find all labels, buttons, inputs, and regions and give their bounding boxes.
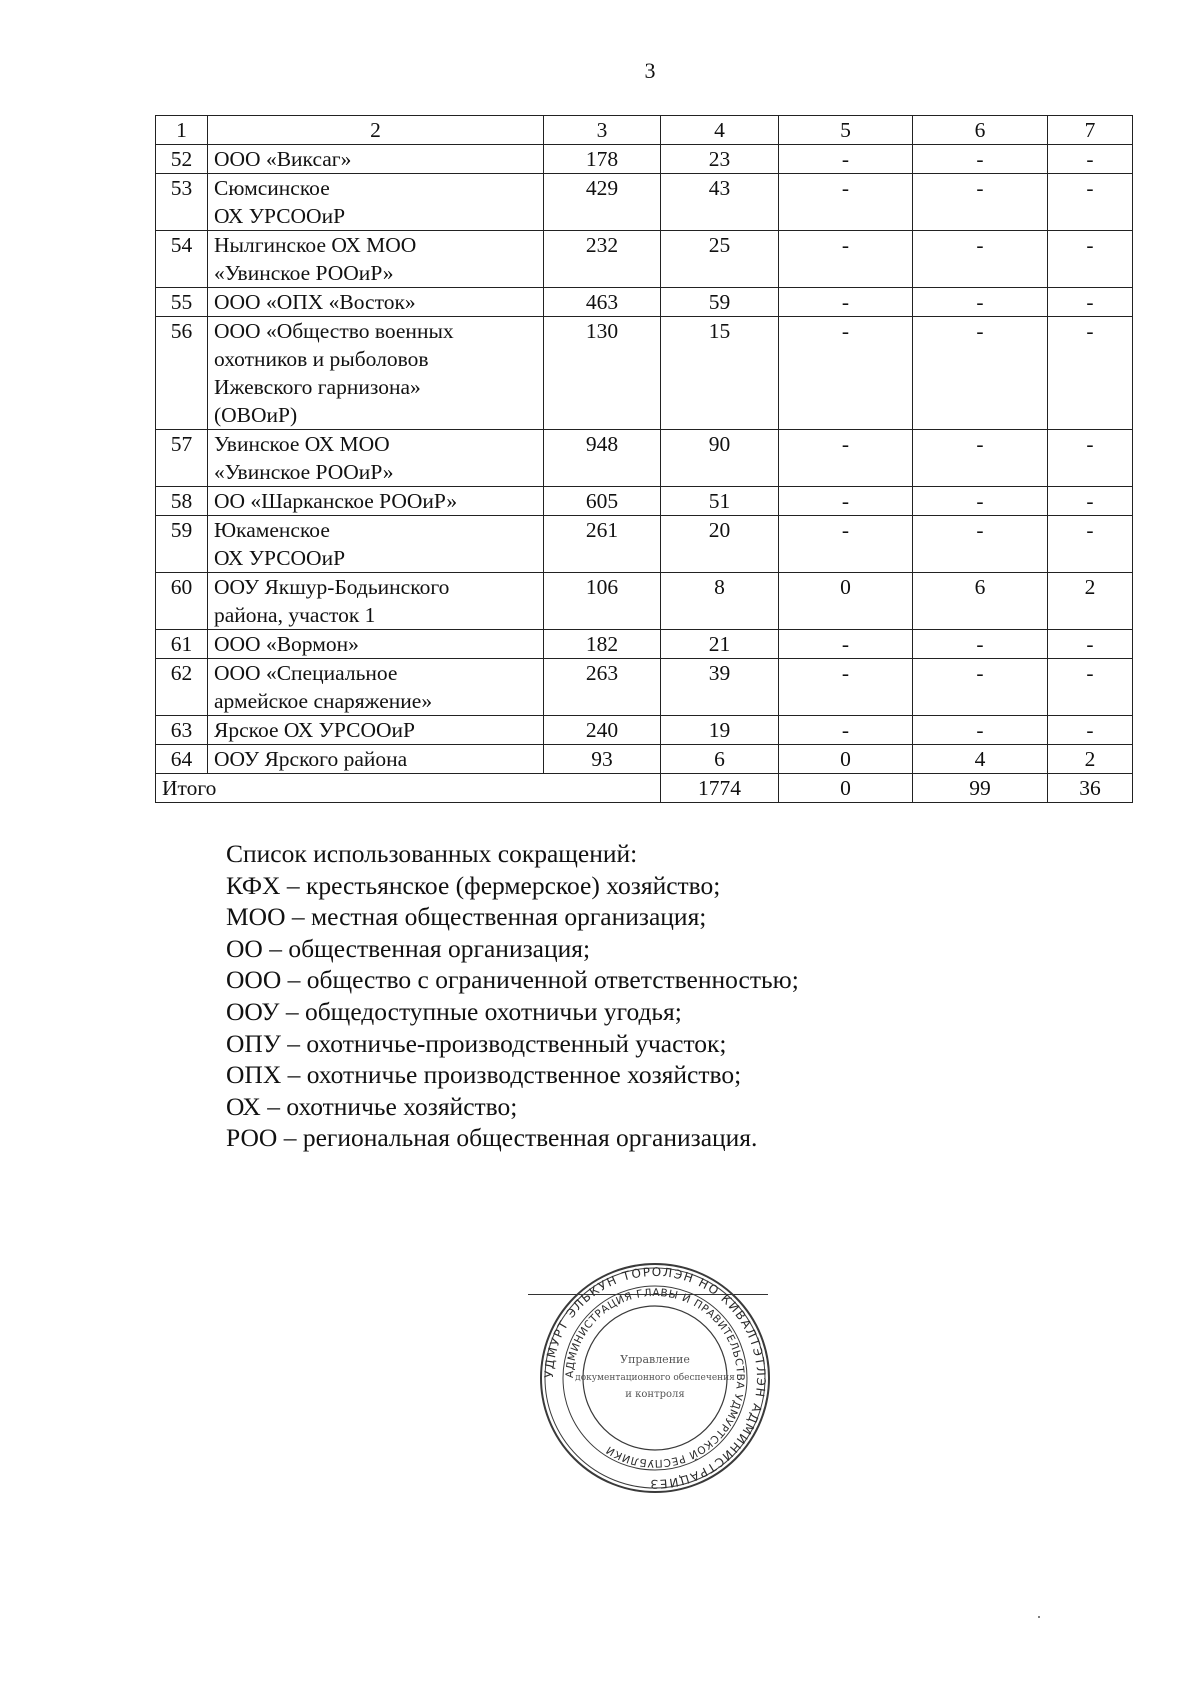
organization-name-line: ООО «Общество военных — [214, 319, 454, 343]
table-row — [156, 516, 1133, 573]
organization-name-line: Ижевского гарнизона» — [214, 375, 421, 399]
organization-name-line: Нылгинское ОХ МОО — [214, 233, 417, 257]
svg-text:Управление: Управление — [620, 1353, 690, 1366]
value-cell: 23 — [661, 145, 779, 174]
organization-name-line: ООУ Якшур-Бодьинского — [214, 575, 450, 599]
value-cell: - — [779, 317, 913, 430]
value-cell: 25 — [661, 231, 779, 288]
row-number: 61 — [156, 630, 208, 659]
value-cell: 39 — [661, 659, 779, 716]
value-cell: 2 — [1048, 745, 1133, 774]
header-cell: 1 — [156, 116, 208, 145]
value-cell: - — [779, 231, 913, 288]
total-cell: 99 — [913, 774, 1048, 803]
organization-name — [208, 231, 544, 288]
row-number: 55 — [156, 288, 208, 317]
row-number: 59 — [156, 516, 208, 573]
organization-name — [208, 430, 544, 487]
value-cell: - — [1048, 716, 1133, 745]
table-row — [156, 430, 1133, 487]
area-cell: 240 — [544, 716, 661, 745]
value-cell: 21 — [661, 630, 779, 659]
value-cell: - — [913, 716, 1048, 745]
organization-name-line: ООУ Ярского района — [214, 747, 408, 771]
organization-name — [208, 174, 544, 231]
table-row — [156, 573, 1133, 630]
abbreviations-title: Список использованных сокращений: — [226, 839, 638, 868]
table-row — [156, 716, 1133, 745]
abbreviation-item: ОПУ – охотничье-производственный участок; — [226, 1028, 727, 1058]
value-cell: - — [913, 317, 1048, 430]
hunting-grounds-table — [155, 115, 1133, 803]
organization-name-line: ОО «Шарканское РООиР» — [214, 489, 458, 513]
abbreviation-item: ООУ – общедоступные охотничьи угодья; — [226, 996, 682, 1026]
value-cell: 4 — [913, 745, 1048, 774]
area-cell: 463 — [544, 288, 661, 317]
value-cell: - — [779, 516, 913, 573]
row-number: 53 — [156, 174, 208, 231]
area-cell: 182 — [544, 630, 661, 659]
header-cell: 7 — [1048, 116, 1133, 145]
value-cell: 2 — [1048, 573, 1133, 630]
row-number: 64 — [156, 745, 208, 774]
table-row — [156, 630, 1133, 659]
value-cell: 0 — [779, 745, 913, 774]
area-cell: 605 — [544, 487, 661, 516]
total-row — [156, 774, 1133, 803]
area-cell: 106 — [544, 573, 661, 630]
organization-name-line: Увинское ОХ МОО — [214, 432, 390, 456]
value-cell: - — [779, 659, 913, 716]
value-cell: - — [1048, 516, 1133, 573]
value-cell: - — [779, 630, 913, 659]
official-seal-stamp — [520, 1258, 790, 1498]
organization-name-line: (ОВОиР) — [214, 403, 298, 427]
abbreviation-item: ОХ – охотничье хозяйство; — [226, 1091, 518, 1121]
abbreviation-item: РОО – региональная общественная организация. — [226, 1123, 758, 1153]
organization-name — [208, 288, 544, 317]
abbreviations-list — [226, 838, 1126, 1154]
organization-name — [208, 659, 544, 716]
value-cell: 6 — [913, 573, 1048, 630]
abbreviation-item: ООО – общество с ограниченной ответственностью; — [226, 965, 799, 995]
area-cell: 93 — [544, 745, 661, 774]
value-cell: - — [913, 174, 1048, 231]
table-row — [156, 231, 1133, 288]
row-number: 52 — [156, 145, 208, 174]
total-label: Итого — [156, 774, 661, 803]
scan-speck — [1038, 1616, 1040, 1618]
organization-name-line: ОХ УРСООиР — [214, 204, 346, 228]
value-cell: - — [913, 145, 1048, 174]
value-cell: - — [1048, 659, 1133, 716]
value-cell: - — [913, 231, 1048, 288]
organization-name-line: ОХ УРСООиР — [214, 546, 346, 570]
organization-name-line: Сюмсинское — [214, 176, 330, 200]
organization-name-line: Юкаменское — [214, 518, 330, 542]
value-cell: - — [1048, 317, 1133, 430]
value-cell: - — [1048, 288, 1133, 317]
svg-text:УДМУРТ ЭЛЬКУН ТОРОЛЭН НО КИВАЛ: УДМУРТ ЭЛЬКУН ТОРОЛЭН НО КИВАЛТЭТЛЭН АДМИНИСТРАЦИЕЗ — [541, 1264, 769, 1492]
organization-name — [208, 145, 544, 174]
area-cell: 263 — [544, 659, 661, 716]
organization-name — [208, 487, 544, 516]
organization-name-line: района, участок 1 — [214, 603, 376, 627]
value-cell: - — [913, 659, 1048, 716]
value-cell: - — [779, 430, 913, 487]
table-row — [156, 659, 1133, 716]
abbreviation-item: КФХ – крестьянское (фермерское) хозяйство; — [226, 870, 721, 900]
organization-name-line: «Увинское РООиР» — [214, 261, 394, 285]
value-cell: - — [913, 516, 1048, 573]
table-row — [156, 145, 1133, 174]
value-cell: 43 — [661, 174, 779, 231]
value-cell: 59 — [661, 288, 779, 317]
abbreviation-item: МОО – местная общественная организация; — [226, 902, 707, 932]
row-number: 58 — [156, 487, 208, 516]
value-cell: 90 — [661, 430, 779, 487]
value-cell: - — [1048, 630, 1133, 659]
organization-name-line: охотников и рыболовов — [214, 347, 429, 371]
value-cell: - — [1048, 145, 1133, 174]
organization-name — [208, 716, 544, 745]
organization-name-line: ООО «Вормон» — [214, 632, 359, 656]
organization-name — [208, 317, 544, 430]
table-header-row — [156, 116, 1133, 145]
organization-name-line: ООО «ОПХ «Восток» — [214, 290, 416, 314]
svg-text:и контроля: и контроля — [625, 1389, 685, 1400]
area-cell: 948 — [544, 430, 661, 487]
value-cell: - — [1048, 231, 1133, 288]
organization-name-line: ООО «Специальное — [214, 661, 398, 685]
table-row — [156, 174, 1133, 231]
organization-name — [208, 745, 544, 774]
table-row — [156, 487, 1133, 516]
value-cell: 15 — [661, 317, 779, 430]
organization-name-line: Ярское ОХ УРСООиР — [214, 718, 415, 742]
header-cell: 4 — [661, 116, 779, 145]
total-cell: 36 — [1048, 774, 1133, 803]
svg-text:АДМИНИСТРАЦИЯ ГЛАВЫ И ПРАВИТЕЛ: АДМИНИСТРАЦИЯ ГЛАВЫ И ПРАВИТЕЛЬСТВА УДМУРТСКОЙ РЕСПУБЛИКИ — [563, 1286, 747, 1470]
abbreviation-item: ОПХ – охотничье производственное хозяйство; — [226, 1060, 742, 1090]
value-cell: - — [913, 430, 1048, 487]
row-number: 62 — [156, 659, 208, 716]
abbreviation-item: ОО – общественная организация; — [226, 933, 591, 963]
area-cell: 261 — [544, 516, 661, 573]
row-number: 57 — [156, 430, 208, 487]
value-cell: 51 — [661, 487, 779, 516]
value-cell: - — [1048, 174, 1133, 231]
page-number: 3 — [644, 58, 656, 83]
organization-name — [208, 516, 544, 573]
total-cell: 0 — [779, 774, 913, 803]
header-cell: 2 — [208, 116, 544, 145]
value-cell: 6 — [661, 745, 779, 774]
row-number: 56 — [156, 317, 208, 430]
value-cell: - — [1048, 430, 1133, 487]
value-cell: 20 — [661, 516, 779, 573]
header-cell: 5 — [779, 116, 913, 145]
table-row — [156, 317, 1133, 430]
value-cell: - — [913, 630, 1048, 659]
total-cell: 1774 — [661, 774, 779, 803]
value-cell: 19 — [661, 716, 779, 745]
header-cell: 6 — [913, 116, 1048, 145]
value-cell: - — [779, 716, 913, 745]
value-cell: - — [779, 145, 913, 174]
organization-name-line: ООО «Виксаг» — [214, 147, 352, 171]
area-cell: 130 — [544, 317, 661, 430]
organization-name-line: «Увинское РООиР» — [214, 460, 394, 484]
row-number: 63 — [156, 716, 208, 745]
row-number: 60 — [156, 573, 208, 630]
value-cell: 8 — [661, 573, 779, 630]
table-row — [156, 745, 1133, 774]
table-row — [156, 288, 1133, 317]
row-number: 54 — [156, 231, 208, 288]
value-cell: - — [779, 288, 913, 317]
organization-name — [208, 573, 544, 630]
header-cell: 3 — [544, 116, 661, 145]
svg-text:документационного обеспечения: документационного обеспечения — [575, 1373, 735, 1383]
area-cell: 429 — [544, 174, 661, 231]
organization-name — [208, 630, 544, 659]
value-cell: - — [779, 174, 913, 231]
area-cell: 178 — [544, 145, 661, 174]
value-cell: - — [913, 487, 1048, 516]
value-cell: - — [779, 487, 913, 516]
value-cell: - — [1048, 487, 1133, 516]
value-cell: - — [913, 288, 1048, 317]
organization-name-line: армейское снаряжение» — [214, 689, 433, 713]
area-cell: 232 — [544, 231, 661, 288]
value-cell: 0 — [779, 573, 913, 630]
